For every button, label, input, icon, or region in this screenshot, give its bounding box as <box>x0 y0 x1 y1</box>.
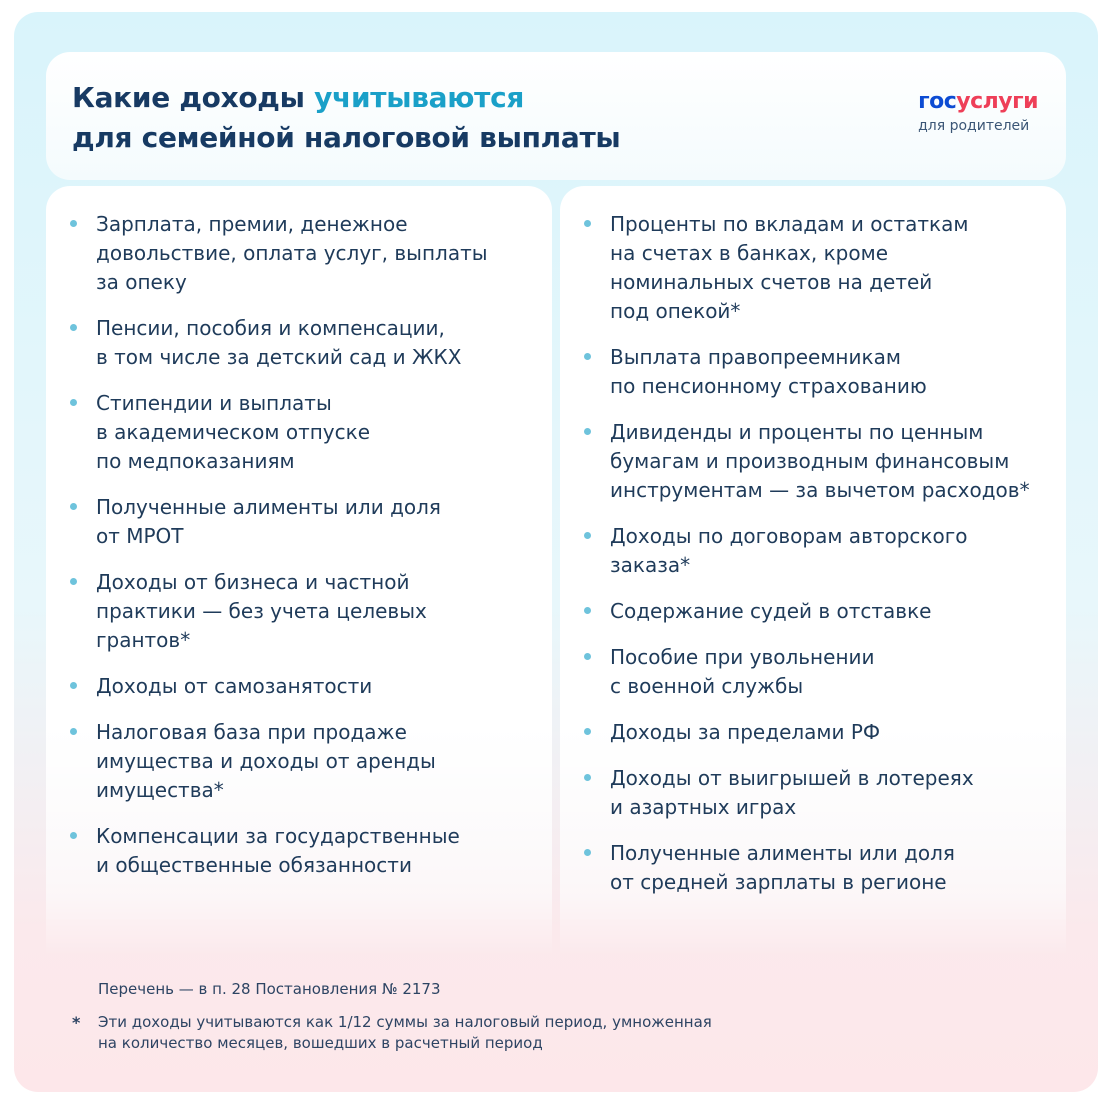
list-item: Доходы за пределами РФ <box>610 718 1042 747</box>
left-income-list <box>46 186 552 880</box>
asterisk-note-text: Эти доходы учитываются как 1/12 суммы за налоговый период, умноженная на количество месяцев, вошедших в расчетный период <box>98 1013 712 1052</box>
list-item: Проценты по вкладам и остаткам на счетах в банках, кроме номинальных счетов на детей под опекой* <box>610 210 1042 326</box>
list-item: Доходы по договорам авторского заказа* <box>610 522 1042 580</box>
right-income-card <box>560 186 1066 956</box>
list-item: Доходы от самозанятости <box>96 672 528 701</box>
title-accent: учитываются <box>314 81 525 114</box>
footnotes <box>72 978 972 1054</box>
title-line-2: для семейной налоговой выплаты <box>72 121 621 154</box>
list-item: Полученные алименты или доля от МРОТ <box>96 493 528 551</box>
list-item: Дивиденды и проценты по ценным бумагам и производным финансовым инструментам — за вычетом расходов* <box>610 418 1042 505</box>
list-item: Доходы от бизнеса и частной практики — без учета целевых грантов* <box>96 568 528 655</box>
right-income-list <box>560 186 1066 897</box>
list-item: Выплата правопреемникам по пенсионному страхованию <box>610 343 1042 401</box>
list-item: Налоговая база при продаже имущества и доходы от аренды имущества* <box>96 718 528 805</box>
list-item: Пенсии, пособия и компенсации, в том числе за детский сад и ЖКХ <box>96 314 528 372</box>
asterisk-note <box>72 1012 972 1054</box>
infographic-canvas <box>14 12 1098 1092</box>
source-note: Перечень — в п. 28 Постановления № 2173 <box>98 980 441 998</box>
logo-uslugi-text: услуги <box>956 89 1038 114</box>
logo-subtitle: для родителей <box>918 118 1030 134</box>
page-title <box>72 78 620 158</box>
list-item: Пособие при увольнении с военной службы <box>610 643 1042 701</box>
header-card <box>46 52 1066 180</box>
list-item: Содержание судей в отставке <box>610 597 1042 626</box>
list-item: Зарплата, премии, денежное довольствие, оплата услуг, выплаты за опеку <box>96 210 528 297</box>
left-income-card <box>46 186 552 956</box>
asterisk-mark: * <box>72 1013 81 1032</box>
gosuslugi-logo <box>918 90 1038 136</box>
list-item: Стипендии и выплаты в академическом отпуске по медпоказаниям <box>96 389 528 476</box>
list-item: Компенсации за государственные и общественные обязанности <box>96 822 528 880</box>
logo-gos-text: гос <box>918 89 957 114</box>
list-item: Доходы от выигрышей в лотереях и азартных играх <box>610 764 1042 822</box>
list-item: Полученные алименты или доля от средней зарплаты в регионе <box>610 839 1042 897</box>
title-part: Какие доходы <box>72 81 315 114</box>
